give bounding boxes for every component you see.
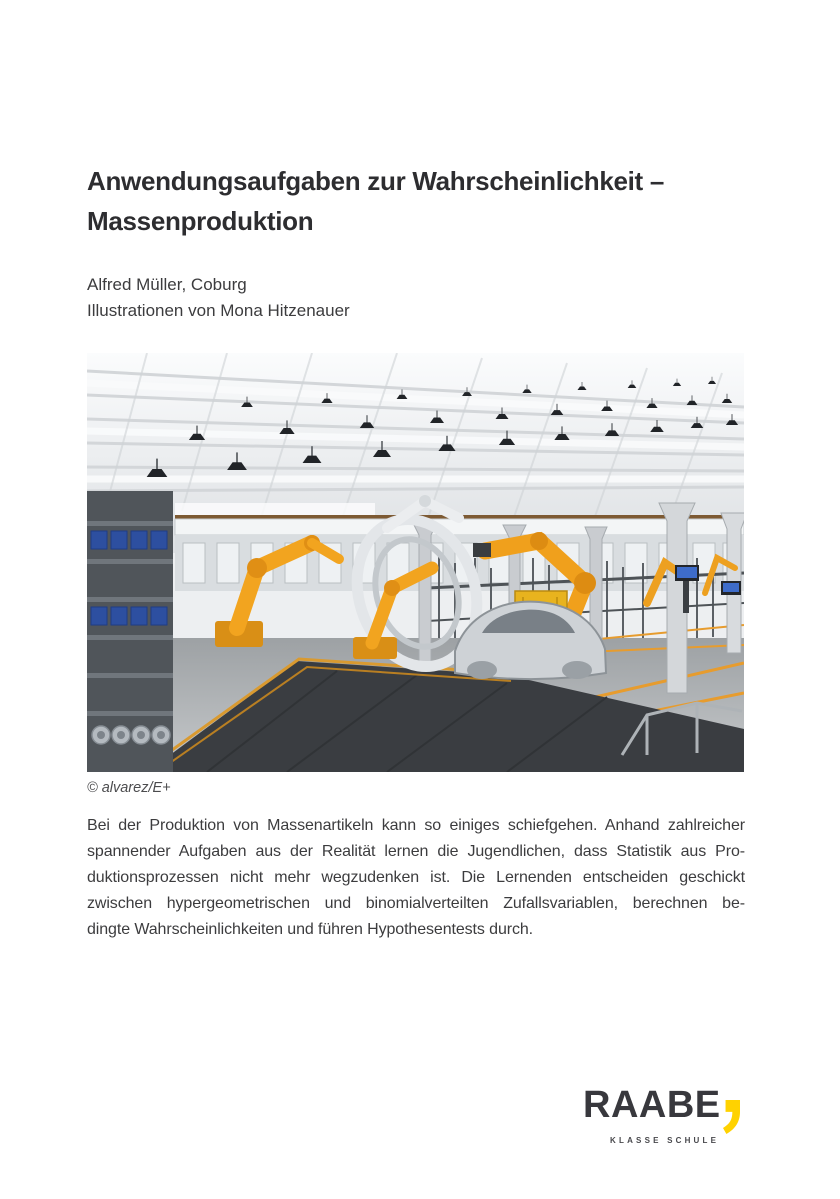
factory-photo xyxy=(87,353,744,772)
raabe-tagline: KLASSE SCHULE xyxy=(610,1136,720,1145)
photo-caption: © alvarez/E+ xyxy=(87,780,171,796)
factory-photo-illustration xyxy=(87,353,744,772)
raabe-logo xyxy=(583,1086,745,1145)
body-line: dingte Wahrscheinlichkeiten und führen Hypothesentests durch. xyxy=(87,921,534,938)
body-line: Bei der Produktion von Massenartikeln kann so einiges schiefgehen. Anhand zahlreicher xyxy=(87,817,745,834)
body-line: spannender Aufgaben aus der Realität lernen die Jugendlichen, dass Statistik aus Pro- xyxy=(87,843,745,860)
byline xyxy=(87,272,687,324)
body-line: duktionsprozessen nicht mehr wegzudenken ist. Die Lernenden entscheiden geschickt xyxy=(87,869,745,886)
logo-comma-icon xyxy=(723,1099,740,1135)
body-line: zwischen hypergeometrischen und binomialverteilten Zufallsvariablen, berechnen be- xyxy=(87,895,745,912)
illustrator-line: Illustrationen von Mona Hitzenauer xyxy=(87,301,350,320)
page-title-line-2: Massenproduktion xyxy=(87,206,314,236)
raabe-brand-text: RAABE xyxy=(583,1084,721,1126)
body-paragraph xyxy=(87,813,745,943)
author-line: Alfred Müller, Coburg xyxy=(87,275,247,294)
page-title-line-1: Anwendungsaufgaben zur Wahrscheinlichkeit – xyxy=(87,166,665,196)
page-title xyxy=(87,161,747,241)
